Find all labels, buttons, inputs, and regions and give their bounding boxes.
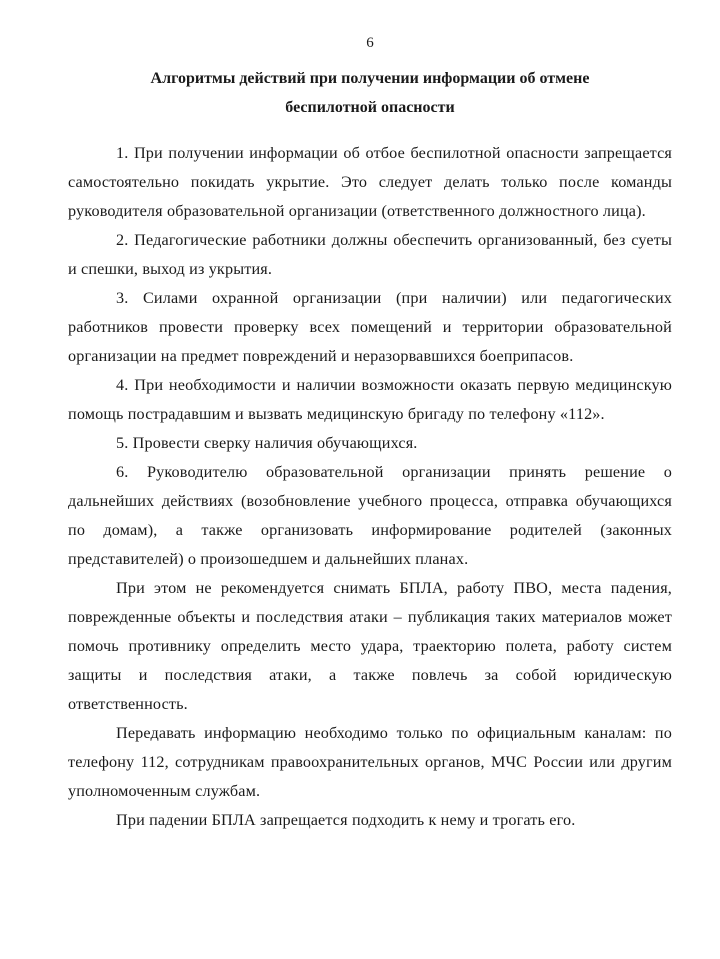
title-line-1: Алгоритмы действий при получении информации об отмене bbox=[150, 70, 590, 87]
paragraph-2: 2. Педагогические работники должны обеспечить организованный, без суеты и спешки, выход из укрытия. bbox=[68, 231, 672, 278]
paragraph-4: 4. При необходимости и наличии возможности оказать первую медицинскую помощь пострадавшим и вызвать медицинскую бригаду по телефону «112». bbox=[68, 376, 672, 423]
paragraph-5: 5. Провести сверку наличия обучающихся. bbox=[116, 434, 418, 452]
paragraph-7: При этом не рекомендуется снимать БПЛА, работу ПВО, места падения, поврежденные объекты и последствия атаки – публикация таких материалов может помочь противнику определить место удара, траекторию полета, работу систем защиты и последствия атаки, а также повлечь за собой юридическую ответственность. bbox=[68, 579, 672, 713]
paragraph-9: При падении БПЛА запрещается подходить к нему и трогать его. bbox=[116, 811, 576, 829]
paragraph-1: 1. При получении информации об отбое беспилотной опасности запрещается самостоятельно покидать укрытие. Это следует делать только после команды руководителя образовательной организации (ответственного должностного лица). bbox=[68, 144, 672, 220]
paragraph-3: 3. Силами охранной организации (при наличии) или педагогических работников провести проверку всех помещений и территории образовательной организации на предмет повреждений и неразорвавшихся боеприпасов. bbox=[68, 289, 672, 365]
document-body bbox=[68, 139, 672, 835]
page-number: 6 bbox=[366, 35, 374, 51]
paragraph-8: Передавать информацию необходимо только по официальным каналам: по телефону 112, сотрудникам правоохранительных органов, МЧС России или другим уполномоченным службам. bbox=[68, 724, 672, 800]
title-line-2: беспилотной опасности bbox=[285, 99, 455, 116]
document-title bbox=[68, 64, 672, 122]
paragraph-6: 6. Руководителю образовательной организации принять решение о дальнейших действиях (возобновление учебного процесса, отправка обучающихся по домам), а также организовать информирование родителей (законных представителей) о произошедшем и дальнейших планах. bbox=[68, 463, 672, 568]
